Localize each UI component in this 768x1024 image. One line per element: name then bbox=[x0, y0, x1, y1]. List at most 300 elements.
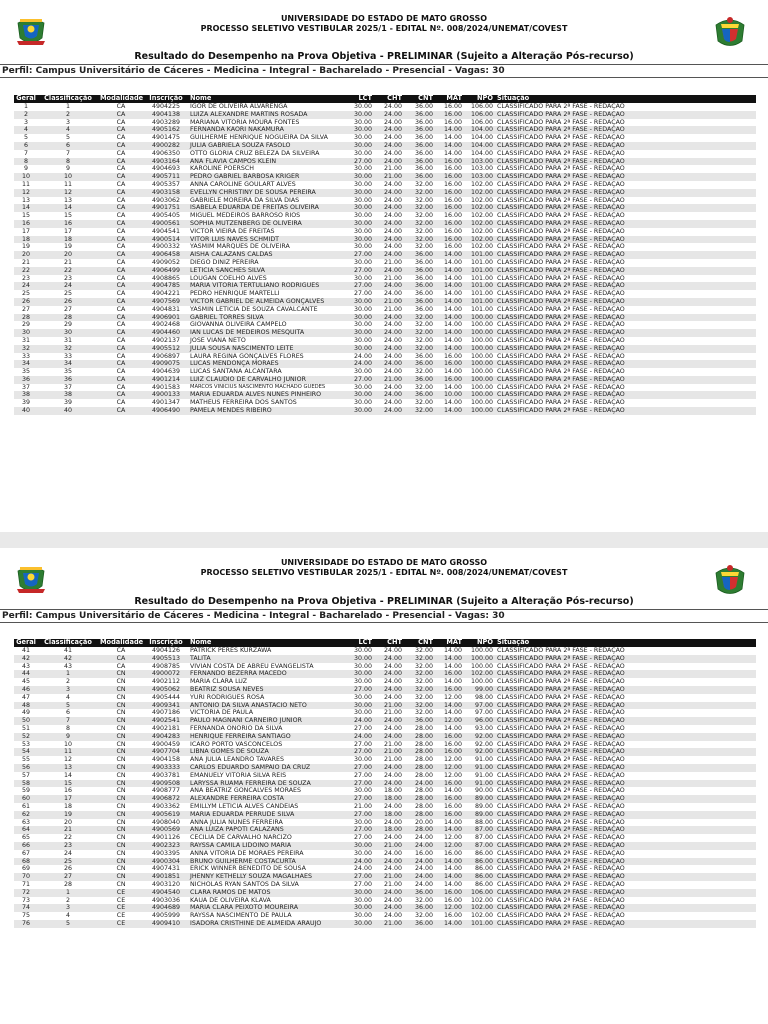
cell-inscricao: 4904138 bbox=[144, 111, 188, 119]
table-row bbox=[14, 267, 756, 275]
cell-cht: 24.00 bbox=[383, 724, 402, 732]
cell-modalidade: CN bbox=[98, 670, 144, 678]
table-row bbox=[14, 142, 756, 150]
cell-mat: 14.00 bbox=[435, 345, 464, 353]
cell-situacao: CLASSIFICADO PARA 2ª FASE - REDAÇÃO bbox=[497, 834, 625, 842]
cell-mat: 16.00 bbox=[443, 896, 462, 904]
cell-lct: 30.00 bbox=[353, 243, 372, 251]
cell-npo: 91.00 bbox=[464, 764, 495, 772]
cell-cht: 21.00 bbox=[383, 274, 402, 282]
cell-cht: 24.00 bbox=[374, 267, 404, 275]
cell-lct: 24.00 bbox=[351, 858, 374, 866]
cell-modalidade: CA bbox=[98, 329, 144, 337]
table-row bbox=[14, 647, 756, 655]
cell-classificacao: 9 bbox=[65, 165, 70, 173]
cell-cnt: 32.00 bbox=[404, 236, 435, 244]
cell-situacao: CLASSIFICADO PARA 2ª FASE - REDAÇÃO bbox=[495, 111, 756, 119]
cell-classificacao: 41 bbox=[63, 647, 72, 654]
cell-nome: AISHA CALAZANS CALDAS bbox=[188, 251, 351, 259]
cell-situacao: CLASSIFICADO PARA 2ª FASE - REDAÇÃO bbox=[497, 258, 625, 266]
cell-situacao: CLASSIFICADO PARA 2ª FASE - REDAÇÃO bbox=[497, 802, 625, 810]
cell-cht: 21.00 bbox=[383, 165, 402, 173]
cell-classificacao: 30 bbox=[38, 329, 98, 337]
cell-mat: 16.00 bbox=[443, 118, 462, 126]
cell-cnt: 32.00 bbox=[404, 407, 435, 415]
cell-lct: 27.00 bbox=[353, 880, 372, 888]
cell-npo: 102.00 bbox=[464, 220, 495, 228]
cell-nome: FERNANDA ONORIO DA SILVA bbox=[190, 724, 283, 732]
table-row bbox=[14, 717, 756, 725]
cell-cht: 21.00 bbox=[374, 298, 404, 306]
cell-situacao: CLASSIFICADO PARA 2ª FASE - REDAÇÃO bbox=[495, 282, 756, 290]
cell-inscricao: 4903158 bbox=[144, 189, 188, 197]
cell-nome: RAYSSA CAMILA LIDOINO MARIA bbox=[188, 842, 351, 850]
cell-cnt: 36.00 bbox=[414, 149, 433, 157]
cell-cht: 21.00 bbox=[383, 880, 402, 888]
cell-mat: 14.00 bbox=[443, 787, 462, 795]
cell-classificacao: 4 bbox=[65, 912, 70, 920]
cell-situacao: CLASSIFICADO PARA 2ª FASE - REDAÇÃO bbox=[495, 251, 756, 259]
cell-situacao: CLASSIFICADO PARA 2ª FASE - REDAÇÃO bbox=[497, 118, 625, 126]
cell-cnt: 32.00 bbox=[404, 655, 435, 663]
cell-npo: 100.00 bbox=[470, 647, 493, 654]
cell-classificacao: 27 bbox=[63, 305, 72, 313]
cell-lct: 24.00 bbox=[351, 360, 374, 368]
cell-nome: ANA BEATRIZ GONCALVES MORAES bbox=[190, 787, 301, 795]
cell-modalidade: CA bbox=[98, 111, 144, 119]
cell-cnt: 32.00 bbox=[414, 693, 433, 701]
cell-situacao: CLASSIFICADO PARA 2ª FASE - REDAÇÃO bbox=[497, 912, 625, 920]
result-title: Resultado do Desempenho na Prova Objetiva - PRELIMINAR (Sujeito a Alteração Pós-recurso) bbox=[134, 596, 634, 607]
cell-mat: 16.00 bbox=[435, 189, 464, 197]
table-row bbox=[14, 407, 756, 415]
cell-cnt: 24.00 bbox=[414, 880, 433, 888]
cell-modalidade: CA bbox=[116, 336, 126, 344]
cell-nome: VICTOR GABRIEL DE ALMEIDA GONÇALVES bbox=[188, 298, 351, 306]
cell-classificacao: 6 bbox=[38, 142, 98, 150]
col-lct: LCT bbox=[351, 639, 374, 647]
cell-nome: MARIA CLARA PEIXOTO MOUREIRA bbox=[188, 904, 351, 912]
cell-mat: 12.00 bbox=[443, 756, 462, 764]
cell-cht: 24.00 bbox=[383, 383, 402, 391]
cell-nome: VICTOR VIEIRA DE FREITAS bbox=[190, 227, 275, 235]
cell-mat: 12.00 bbox=[435, 764, 464, 772]
cell-geral: 23 bbox=[21, 274, 30, 282]
cell-situacao: CLASSIFICADO PARA 2ª FASE - REDAÇÃO bbox=[497, 290, 625, 298]
cell-nome: SOPHIA MUTZENBERG DE OLIVEIRA bbox=[188, 220, 351, 228]
cell-cht: 24.00 bbox=[374, 360, 404, 368]
cell-situacao: CLASSIFICADO PARA 2ª FASE - REDAÇÃO bbox=[497, 849, 625, 857]
cell-situacao: CLASSIFICADO PARA 2ª FASE - REDAÇÃO bbox=[495, 204, 756, 212]
cell-modalidade: CN bbox=[116, 880, 126, 888]
cell-cnt: 32.00 bbox=[414, 243, 433, 251]
cell-cnt: 28.00 bbox=[414, 724, 433, 732]
cell-inscricao: 4903395 bbox=[151, 849, 181, 857]
cell-modalidade: CA bbox=[98, 407, 144, 415]
cell-lct: 30.00 bbox=[353, 258, 372, 266]
cell-npo: 96.00 bbox=[464, 717, 495, 725]
process-title: PROCESSO SELETIVO VESTIBULAR 2025/1 - EDITAL Nº. 008/2024/UNEMAT/COVEST bbox=[200, 24, 568, 33]
cell-geral: 75 bbox=[21, 912, 30, 920]
table-row bbox=[14, 655, 756, 663]
cell-classificacao: 16 bbox=[38, 220, 98, 228]
cell-npo: 86.00 bbox=[464, 873, 495, 881]
cell-situacao: CLASSIFICADO PARA 2ª FASE - REDAÇÃO bbox=[497, 103, 625, 110]
cell-modalidade: CE bbox=[116, 912, 126, 920]
table-row bbox=[14, 686, 756, 694]
cell-situacao: CLASSIFICADO PARA 2ª FASE - REDAÇÃO bbox=[495, 329, 756, 337]
cell-npo: 86.00 bbox=[474, 849, 493, 857]
cell-modalidade: CA bbox=[98, 314, 144, 322]
cell-modalidade: CE bbox=[98, 920, 144, 928]
cell-cht: 24.00 bbox=[374, 780, 404, 788]
cell-npo: 99.00 bbox=[464, 686, 495, 694]
cell-cnt: 32.00 bbox=[414, 368, 433, 376]
cell-geral: 70 bbox=[14, 873, 38, 881]
cell-lct: 27.00 bbox=[351, 795, 374, 803]
cell-situacao: CLASSIFICADO PARA 2ª FASE - REDAÇÃO bbox=[497, 647, 625, 654]
cell-mat: 16.00 bbox=[435, 811, 464, 819]
cell-inscricao: 4900514 bbox=[144, 236, 188, 244]
cell-cht: 24.00 bbox=[374, 314, 404, 322]
cell-nome: MATHEUS FERREIRA DOS SANTOS bbox=[190, 399, 297, 407]
cell-nome: NICHOLAS RYAN SANTOS DA SILVA bbox=[190, 880, 299, 888]
cell-npo: 102.00 bbox=[464, 189, 495, 197]
cell-mat: 12.00 bbox=[435, 717, 464, 725]
cell-lct: 30.00 bbox=[351, 329, 374, 337]
cell-classificacao: 7 bbox=[38, 717, 98, 725]
cell-cnt: 36.00 bbox=[414, 352, 433, 360]
table-row bbox=[14, 204, 756, 212]
cell-npo: 106.00 bbox=[470, 118, 493, 126]
cell-modalidade: CA bbox=[116, 165, 126, 173]
cell-modalidade: CN bbox=[116, 802, 126, 810]
cell-nome: VITOR LUÍS NAVES SCHMIDT bbox=[188, 236, 351, 244]
col-situacao: Situação bbox=[495, 639, 756, 647]
cell-geral: 37 bbox=[21, 383, 30, 391]
cell-nome: VIVIAN COSTA DE ABREU EVANGELISTA bbox=[190, 662, 314, 670]
cell-inscricao: 4904639 bbox=[151, 368, 181, 376]
cell-cnt: 36.00 bbox=[404, 251, 435, 259]
cell-situacao: CLASSIFICADO PARA 2ª FASE - REDAÇÃO bbox=[495, 702, 756, 710]
table-row bbox=[14, 678, 756, 686]
cell-npo: 101.00 bbox=[464, 920, 495, 928]
cell-classificacao: 21 bbox=[38, 826, 98, 834]
cell-mat: 14.00 bbox=[443, 305, 462, 313]
col-nome: Nome bbox=[188, 639, 351, 647]
cell-mat: 14.00 bbox=[435, 702, 464, 710]
cell-classificacao: 24 bbox=[63, 849, 72, 857]
cell-modalidade: CN bbox=[98, 702, 144, 710]
cell-nome: FERNANDA KAORI NAKAMURA bbox=[188, 126, 351, 134]
cell-geral: 71 bbox=[21, 880, 30, 888]
cell-mat: 16.00 bbox=[443, 103, 462, 110]
cell-situacao: CLASSIFICADO PARA 2ª FASE - REDAÇÃO bbox=[497, 740, 625, 748]
cell-classificacao: 22 bbox=[63, 834, 72, 842]
cell-mat: 14.00 bbox=[435, 826, 464, 834]
cell-nome: ANNA JULIA NUNES FERREIRA bbox=[190, 818, 283, 826]
cell-nome: CARLOS EDUARDO SAMPAIO DA CRUZ bbox=[188, 764, 351, 772]
cell-mat: 16.00 bbox=[443, 212, 462, 220]
table-row bbox=[14, 321, 756, 329]
cell-mat: 14.00 bbox=[443, 399, 462, 407]
cell-npo: 104.00 bbox=[470, 134, 493, 142]
col-npo: NPO bbox=[464, 95, 495, 103]
cell-situacao: CLASSIFICADO PARA 2ª FASE - REDAÇÃO bbox=[497, 243, 625, 251]
cell-classificacao: 37 bbox=[63, 383, 72, 391]
page-separator bbox=[0, 532, 768, 548]
cell-situacao: CLASSIFICADO PARA 2ª FASE - REDAÇÃO bbox=[495, 795, 756, 803]
cell-cht: 24.00 bbox=[374, 733, 404, 741]
cell-nome: RAYSSA NASCIMENTO DE PAULA bbox=[190, 912, 292, 920]
cell-classificacao: 16 bbox=[63, 787, 72, 795]
cell-nome: YASMIN LETICIA DE SOUZA CAVALCANTE bbox=[190, 305, 318, 313]
col-classificacao: Classificação bbox=[38, 639, 98, 647]
table-row bbox=[14, 842, 756, 850]
cell-situacao: CLASSIFICADO PARA 2ª FASE - REDAÇÃO bbox=[497, 196, 625, 204]
cell-modalidade: CN bbox=[116, 771, 126, 779]
cell-geral: 12 bbox=[14, 189, 38, 197]
cell-mat: 14.00 bbox=[443, 724, 462, 732]
cell-cnt: 36.00 bbox=[404, 158, 435, 166]
cell-modalidade: CN bbox=[116, 865, 126, 873]
cell-classificacao: 36 bbox=[38, 376, 98, 384]
cell-npo: 97.00 bbox=[474, 709, 493, 717]
cell-geral: 36 bbox=[14, 376, 38, 384]
cell-classificacao: 18 bbox=[38, 236, 98, 244]
cell-cnt: 36.00 bbox=[404, 360, 435, 368]
cell-modalidade: CN bbox=[98, 858, 144, 866]
cell-lct: 30.00 bbox=[353, 212, 372, 220]
col-geral: Geral bbox=[14, 639, 38, 647]
cell-classificacao: 17 bbox=[38, 795, 98, 803]
table-row bbox=[14, 189, 756, 197]
cell-cht: 24.00 bbox=[383, 149, 402, 157]
table-row bbox=[14, 865, 756, 873]
cell-inscricao: 4906897 bbox=[151, 352, 181, 360]
cell-cnt: 32.00 bbox=[414, 227, 433, 235]
cell-modalidade: CA bbox=[116, 383, 126, 391]
cell-lct: 30.00 bbox=[353, 305, 372, 313]
cell-npo: 102.00 bbox=[470, 912, 493, 920]
cell-npo: 97.00 bbox=[464, 702, 495, 710]
cell-modalidade: CA bbox=[98, 126, 144, 134]
cell-modalidade: CE bbox=[98, 889, 144, 897]
cell-lct: 30.00 bbox=[351, 407, 374, 415]
cell-nome: LOUGAN COELHO ALVES bbox=[190, 274, 267, 282]
cell-classificacao: 25 bbox=[63, 290, 72, 298]
cell-nome: BEATRIZ SOUSA NEVES bbox=[188, 686, 351, 694]
cell-cht: 24.00 bbox=[374, 391, 404, 399]
cell-npo: 89.00 bbox=[464, 811, 495, 819]
cell-modalidade: CA bbox=[116, 368, 126, 376]
cell-npo: 102.00 bbox=[470, 212, 493, 220]
cell-nome: GABRIEL TORRES SILVA bbox=[188, 314, 351, 322]
table-row bbox=[14, 298, 756, 306]
cell-modalidade: CA bbox=[116, 290, 126, 298]
cell-geral: 65 bbox=[21, 834, 30, 842]
cell-cht: 21.00 bbox=[374, 702, 404, 710]
cell-lct: 30.00 bbox=[353, 103, 372, 110]
cell-cnt: 32.00 bbox=[404, 204, 435, 212]
cell-modalidade: CA bbox=[116, 258, 126, 266]
cell-lct: 30.00 bbox=[353, 662, 372, 670]
table-row bbox=[14, 920, 756, 928]
cell-cht: 24.00 bbox=[374, 158, 404, 166]
cell-classificacao: 12 bbox=[63, 756, 72, 764]
cell-geral: 73 bbox=[21, 896, 30, 904]
cell-geral: 30 bbox=[14, 329, 38, 337]
cell-inscricao: 4901347 bbox=[151, 399, 181, 407]
cell-classificacao: 35 bbox=[63, 368, 72, 376]
cell-geral: 38 bbox=[14, 391, 38, 399]
cell-modalidade: CN bbox=[98, 764, 144, 772]
cell-cnt: 24.00 bbox=[404, 873, 435, 881]
cell-inscricao: 4905062 bbox=[144, 686, 188, 694]
cell-classificacao: 28 bbox=[63, 880, 72, 888]
cell-mat: 14.00 bbox=[443, 290, 462, 298]
cell-mat: 14.00 bbox=[435, 920, 464, 928]
cell-inscricao: 4902468 bbox=[151, 321, 181, 329]
cell-cht: 24.00 bbox=[374, 126, 404, 134]
col-nome: Nome bbox=[188, 95, 351, 103]
cell-mat: 16.00 bbox=[435, 748, 464, 756]
cell-npo: 102.00 bbox=[470, 180, 493, 188]
cell-cnt: 36.00 bbox=[404, 267, 435, 275]
cell-geral: 51 bbox=[21, 724, 30, 732]
cell-mat: 16.00 bbox=[443, 165, 462, 173]
cell-modalidade: CA bbox=[116, 149, 126, 157]
col-cnt: CNT bbox=[404, 639, 435, 647]
cell-modalidade: CA bbox=[116, 274, 126, 282]
cell-situacao: CLASSIFICADO PARA 2ª FASE - REDAÇÃO bbox=[497, 399, 625, 407]
cell-lct: 30.00 bbox=[353, 896, 372, 904]
cell-classificacao: 13 bbox=[38, 764, 98, 772]
cell-nome: ERICK WINNER BENEDITO DE SOUSA bbox=[190, 865, 306, 873]
cell-nome: LETÍCIA SANCHES SILVA bbox=[188, 267, 351, 275]
cell-modalidade: CN bbox=[116, 818, 126, 826]
table-row bbox=[14, 103, 756, 111]
cell-cnt: 36.00 bbox=[414, 290, 433, 298]
cell-classificacao: 19 bbox=[38, 811, 98, 819]
cell-geral: 24 bbox=[14, 282, 38, 290]
cell-modalidade: CN bbox=[116, 849, 126, 857]
cell-inscricao: 4904540 bbox=[144, 889, 188, 897]
cell-mat: 14.00 bbox=[435, 858, 464, 866]
cell-cht: 24.00 bbox=[383, 865, 402, 873]
cell-modalidade: CN bbox=[98, 826, 144, 834]
cell-inscricao: 4905513 bbox=[144, 655, 188, 663]
table-row bbox=[14, 780, 756, 788]
cell-geral: 14 bbox=[14, 204, 38, 212]
cell-cnt: 36.00 bbox=[404, 111, 435, 119]
cell-npo: 100.00 bbox=[470, 678, 493, 686]
cell-inscricao: 4900304 bbox=[144, 858, 188, 866]
table-row bbox=[14, 873, 756, 881]
cell-inscricao: 4906872 bbox=[144, 795, 188, 803]
cell-lct: 27.00 bbox=[353, 290, 372, 298]
cell-classificacao: 2 bbox=[65, 678, 70, 686]
cell-npo: 100.00 bbox=[464, 314, 495, 322]
cell-lct: 30.00 bbox=[351, 889, 374, 897]
cell-lct: 27.00 bbox=[351, 748, 374, 756]
cell-mat: 14.00 bbox=[435, 655, 464, 663]
cell-cht: 21.00 bbox=[374, 873, 404, 881]
cell-inscricao: 4902112 bbox=[151, 678, 181, 686]
cell-cht: 21.00 bbox=[383, 258, 402, 266]
cell-cnt: 32.00 bbox=[404, 345, 435, 353]
cell-mat: 16.00 bbox=[443, 180, 462, 188]
cell-npo: 90.00 bbox=[474, 787, 493, 795]
cell-nome: PEDRO HENRIQUE MARTELLI bbox=[190, 290, 280, 298]
cell-cht: 24.00 bbox=[383, 802, 402, 810]
table-row bbox=[14, 337, 756, 345]
cell-cht: 21.00 bbox=[383, 756, 402, 764]
cell-modalidade: CA bbox=[116, 647, 126, 654]
cell-situacao: CLASSIFICADO PARA 2ª FASE - REDAÇÃO bbox=[497, 678, 625, 686]
cell-npo: 102.00 bbox=[470, 196, 493, 204]
cell-lct: 30.00 bbox=[351, 314, 374, 322]
table-header-row bbox=[14, 95, 756, 103]
cell-geral: 64 bbox=[14, 826, 38, 834]
cell-situacao: CLASSIFICADO PARA 2ª FASE - REDAÇÃO bbox=[495, 920, 756, 928]
cell-nome: ANTONIO DA SILVA ANASTACIO NETO bbox=[188, 702, 351, 710]
cell-cnt: 28.00 bbox=[414, 787, 433, 795]
cell-modalidade: CA bbox=[98, 158, 144, 166]
cell-classificacao: 20 bbox=[63, 818, 72, 826]
cell-lct: 27.00 bbox=[351, 826, 374, 834]
cell-situacao: CLASSIFICADO PARA 2ª FASE - REDAÇÃO bbox=[497, 149, 625, 157]
table-row bbox=[14, 787, 756, 795]
table-row bbox=[14, 741, 756, 749]
cell-mat: 14.00 bbox=[443, 865, 462, 873]
cell-mat: 14.00 bbox=[435, 329, 464, 337]
cell-modalidade: CA bbox=[98, 220, 144, 228]
cell-inscricao: 4906499 bbox=[144, 267, 188, 275]
cell-classificacao: 26 bbox=[38, 298, 98, 306]
cell-cnt: 32.00 bbox=[404, 670, 435, 678]
cell-geral: 5 bbox=[23, 134, 28, 142]
cell-cnt: 24.00 bbox=[414, 834, 433, 842]
cell-situacao: CLASSIFICADO PARA 2ª FASE - REDAÇÃO bbox=[497, 321, 625, 329]
cell-lct: 27.00 bbox=[353, 834, 372, 842]
cell-nome: MIGUEL MEDEIROS BARROSO RIOS bbox=[190, 212, 301, 220]
cell-situacao: CLASSIFICADO PARA 2ª FASE - REDAÇÃO bbox=[495, 811, 756, 819]
cell-cht: 24.00 bbox=[383, 896, 402, 904]
cell-situacao: CLASSIFICADO PARA 2ª FASE - REDAÇÃO bbox=[497, 305, 625, 313]
cell-situacao: CLASSIFICADO PARA 2ª FASE - REDAÇÃO bbox=[497, 693, 625, 701]
cell-mat: 16.00 bbox=[435, 360, 464, 368]
cell-situacao: CLASSIFICADO PARA 2ª FASE - REDAÇÃO bbox=[497, 662, 625, 670]
cell-lct: 27.00 bbox=[351, 267, 374, 275]
cell-cht: 24.00 bbox=[383, 290, 402, 298]
cell-cnt: 32.00 bbox=[414, 336, 433, 344]
cell-mat: 14.00 bbox=[443, 662, 462, 670]
cell-inscricao: 4907186 bbox=[151, 709, 181, 717]
results-table-page-2 bbox=[14, 639, 756, 928]
cell-cnt: 32.00 bbox=[414, 196, 433, 204]
cell-lct: 30.00 bbox=[353, 165, 372, 173]
cell-nome: HENRIQUE FERREIRA SANTIAGO bbox=[188, 733, 351, 741]
table-row bbox=[14, 391, 756, 399]
cell-geral: 22 bbox=[14, 267, 38, 275]
cell-inscricao: 4908040 bbox=[151, 818, 181, 826]
cell-lct: 30.00 bbox=[353, 756, 372, 764]
table-row bbox=[14, 111, 756, 119]
cell-inscricao: 4904221 bbox=[151, 290, 181, 298]
table-row bbox=[14, 158, 756, 166]
cell-situacao: CLASSIFICADO PARA 2ª FASE - REDAÇÃO bbox=[495, 173, 756, 181]
